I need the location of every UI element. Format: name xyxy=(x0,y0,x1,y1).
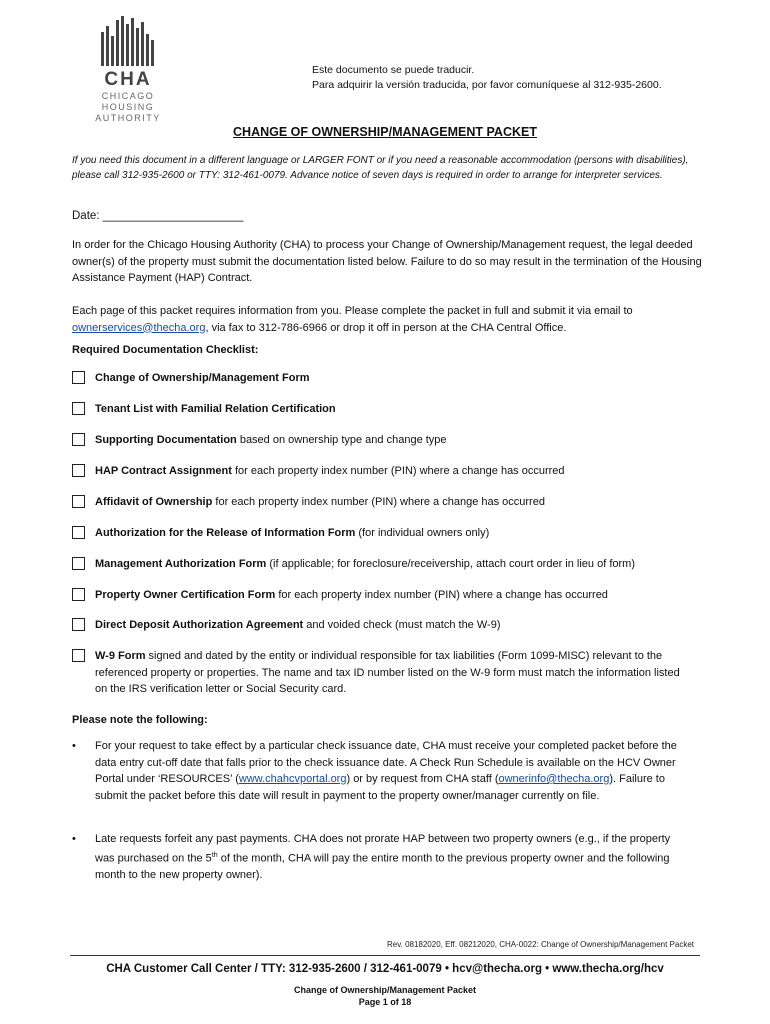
checklist-item: Authorization for the Release of Information Form (for individual owners only) xyxy=(72,525,692,542)
checkbox[interactable] xyxy=(72,526,85,539)
checklist-item: W-9 Form signed and dated by the entity or individual responsible for tax liabilities (Form 1099-MISC) relevant to the referenced property or properties. The name and tax ID number listed on the W-9 form must match the information listed on the IRS verification letter or Social Security card. xyxy=(72,648,692,698)
logo-subtitle-1: CHICAGO HOUSING xyxy=(101,91,155,112)
skyline-icon xyxy=(98,16,158,66)
note-bullet-1: • For your request to take effect by a particular check issuance date, CHA must receive your completed packet before the data entry cut-off date that falls prior to the check issuance date. A Check Run Schedule is available on the HCV Owner Portal under ‘RESOURCES’ (www.chahcvportal.org) or by request from CHA staff (ownerinfo@thecha.org). Failure to submit the packet before this date will result in payment to the property owner/manager currently on file. xyxy=(72,740,677,802)
page-number: Page 1 of 18 xyxy=(358,997,412,1007)
logo-subtitle-2: AUTHORITY xyxy=(95,113,161,123)
checklist-item: Property Owner Certification Form for each property index number (PIN) where a change has occurred xyxy=(72,587,692,604)
checklist-item: HAP Contract Assignment for each property index number (PIN) where a change has occurred xyxy=(72,463,692,480)
submission-paragraph xyxy=(72,303,702,336)
logo-wordmark: CHA xyxy=(104,69,152,90)
checkbox[interactable] xyxy=(72,588,85,601)
note-bullet-2: • Late requests forfeit any past payments. CHA does not prorate HAP between two property owners (e.g., if the property was purchased on the 5th of the month, CHA will pay the entire month to the previous property owner and the following month to the new property owner). xyxy=(72,833,671,881)
checkbox[interactable] xyxy=(72,495,85,508)
translation-line-1: Este documento se puede traducir. xyxy=(312,64,475,76)
note-heading: Please note the following: xyxy=(72,714,208,726)
checkbox[interactable] xyxy=(72,649,85,662)
bullet-icon: • xyxy=(72,833,76,845)
date-field: Date: ______________________ xyxy=(72,210,244,222)
checklist-item: Affidavit of Ownership for each property index number (PIN) where a change has occurred xyxy=(72,494,692,511)
intro-paragraph: In order for the Chicago Housing Authority (CHA) to process your Change of Ownership/Management request, the legal deeded owner(s) of the property must submit the documentation listed below. Failure to do so may result in the termination of the Housing Assistance Payment (HAP) Contract. xyxy=(72,239,702,284)
revision-line: Rev. 08182020, Eff. 08212020, CHA-0022: Change of Ownership/Management Packet xyxy=(386,940,694,949)
translation-line-2: Para adquirir la versión traducida, por favor comuníquese al 312-935-2600. xyxy=(312,79,662,91)
footer-doc-title: Change of Ownership/Management Packet xyxy=(293,985,477,995)
cha-logo xyxy=(78,16,178,124)
footer-contact: CHA Customer Call Center / TTY: 312-935-2600 / 312-461-0079 • hcv@thecha.org • www.thecha.org/hcv xyxy=(106,963,664,975)
submission-text-after: , via fax to 312-786-6966 or drop it off in person at the CHA Central Office. xyxy=(205,321,567,334)
footer-page-info xyxy=(0,984,770,1008)
checklist-heading: Required Documentation Checklist: xyxy=(72,344,259,356)
checklist-item: Tenant List with Familial Relation Certification xyxy=(72,401,692,418)
translation-note xyxy=(312,63,662,93)
checklist-item: Change of Ownership/Management Form xyxy=(72,370,692,387)
ownerinfo-email-link[interactable]: ownerinfo@thecha.org xyxy=(498,773,610,785)
checkbox[interactable] xyxy=(72,433,85,446)
footer-divider xyxy=(70,955,700,956)
page-title: CHANGE OF OWNERSHIP/MANAGEMENT PACKET xyxy=(233,125,537,139)
submission-text-before: Each page of this packet requires information from you. Please complete the packet in full and submit it via email to xyxy=(72,305,633,317)
accommodation-note: If you need this document in a different language or LARGER FONT or if you need a reasonable accommodation (persons with disabilities), please call 312-935-2600 or TTY: 312-461-0079. Advance notice of seven days is required in order to arrange for interpreter services. xyxy=(72,155,689,181)
checkbox[interactable] xyxy=(72,557,85,570)
checkbox[interactable] xyxy=(72,618,85,631)
checkbox[interactable] xyxy=(72,402,85,415)
hcv-portal-link[interactable]: www.chahcvportal.org xyxy=(238,773,347,785)
owner-services-email-link[interactable]: ownerservices@thecha.org xyxy=(72,321,206,334)
checklist-item: Supporting Documentation based on ownership type and change type xyxy=(72,432,692,449)
checkbox[interactable] xyxy=(72,371,85,384)
checklist-item: Direct Deposit Authorization Agreement and voided check (must match the W-9) xyxy=(72,617,692,634)
checkbox[interactable] xyxy=(72,464,85,477)
bullet-icon: • xyxy=(72,740,76,752)
checklist-item: Management Authorization Form (if applicable; for foreclosure/receivership, attach court order in lieu of form) xyxy=(72,556,692,573)
